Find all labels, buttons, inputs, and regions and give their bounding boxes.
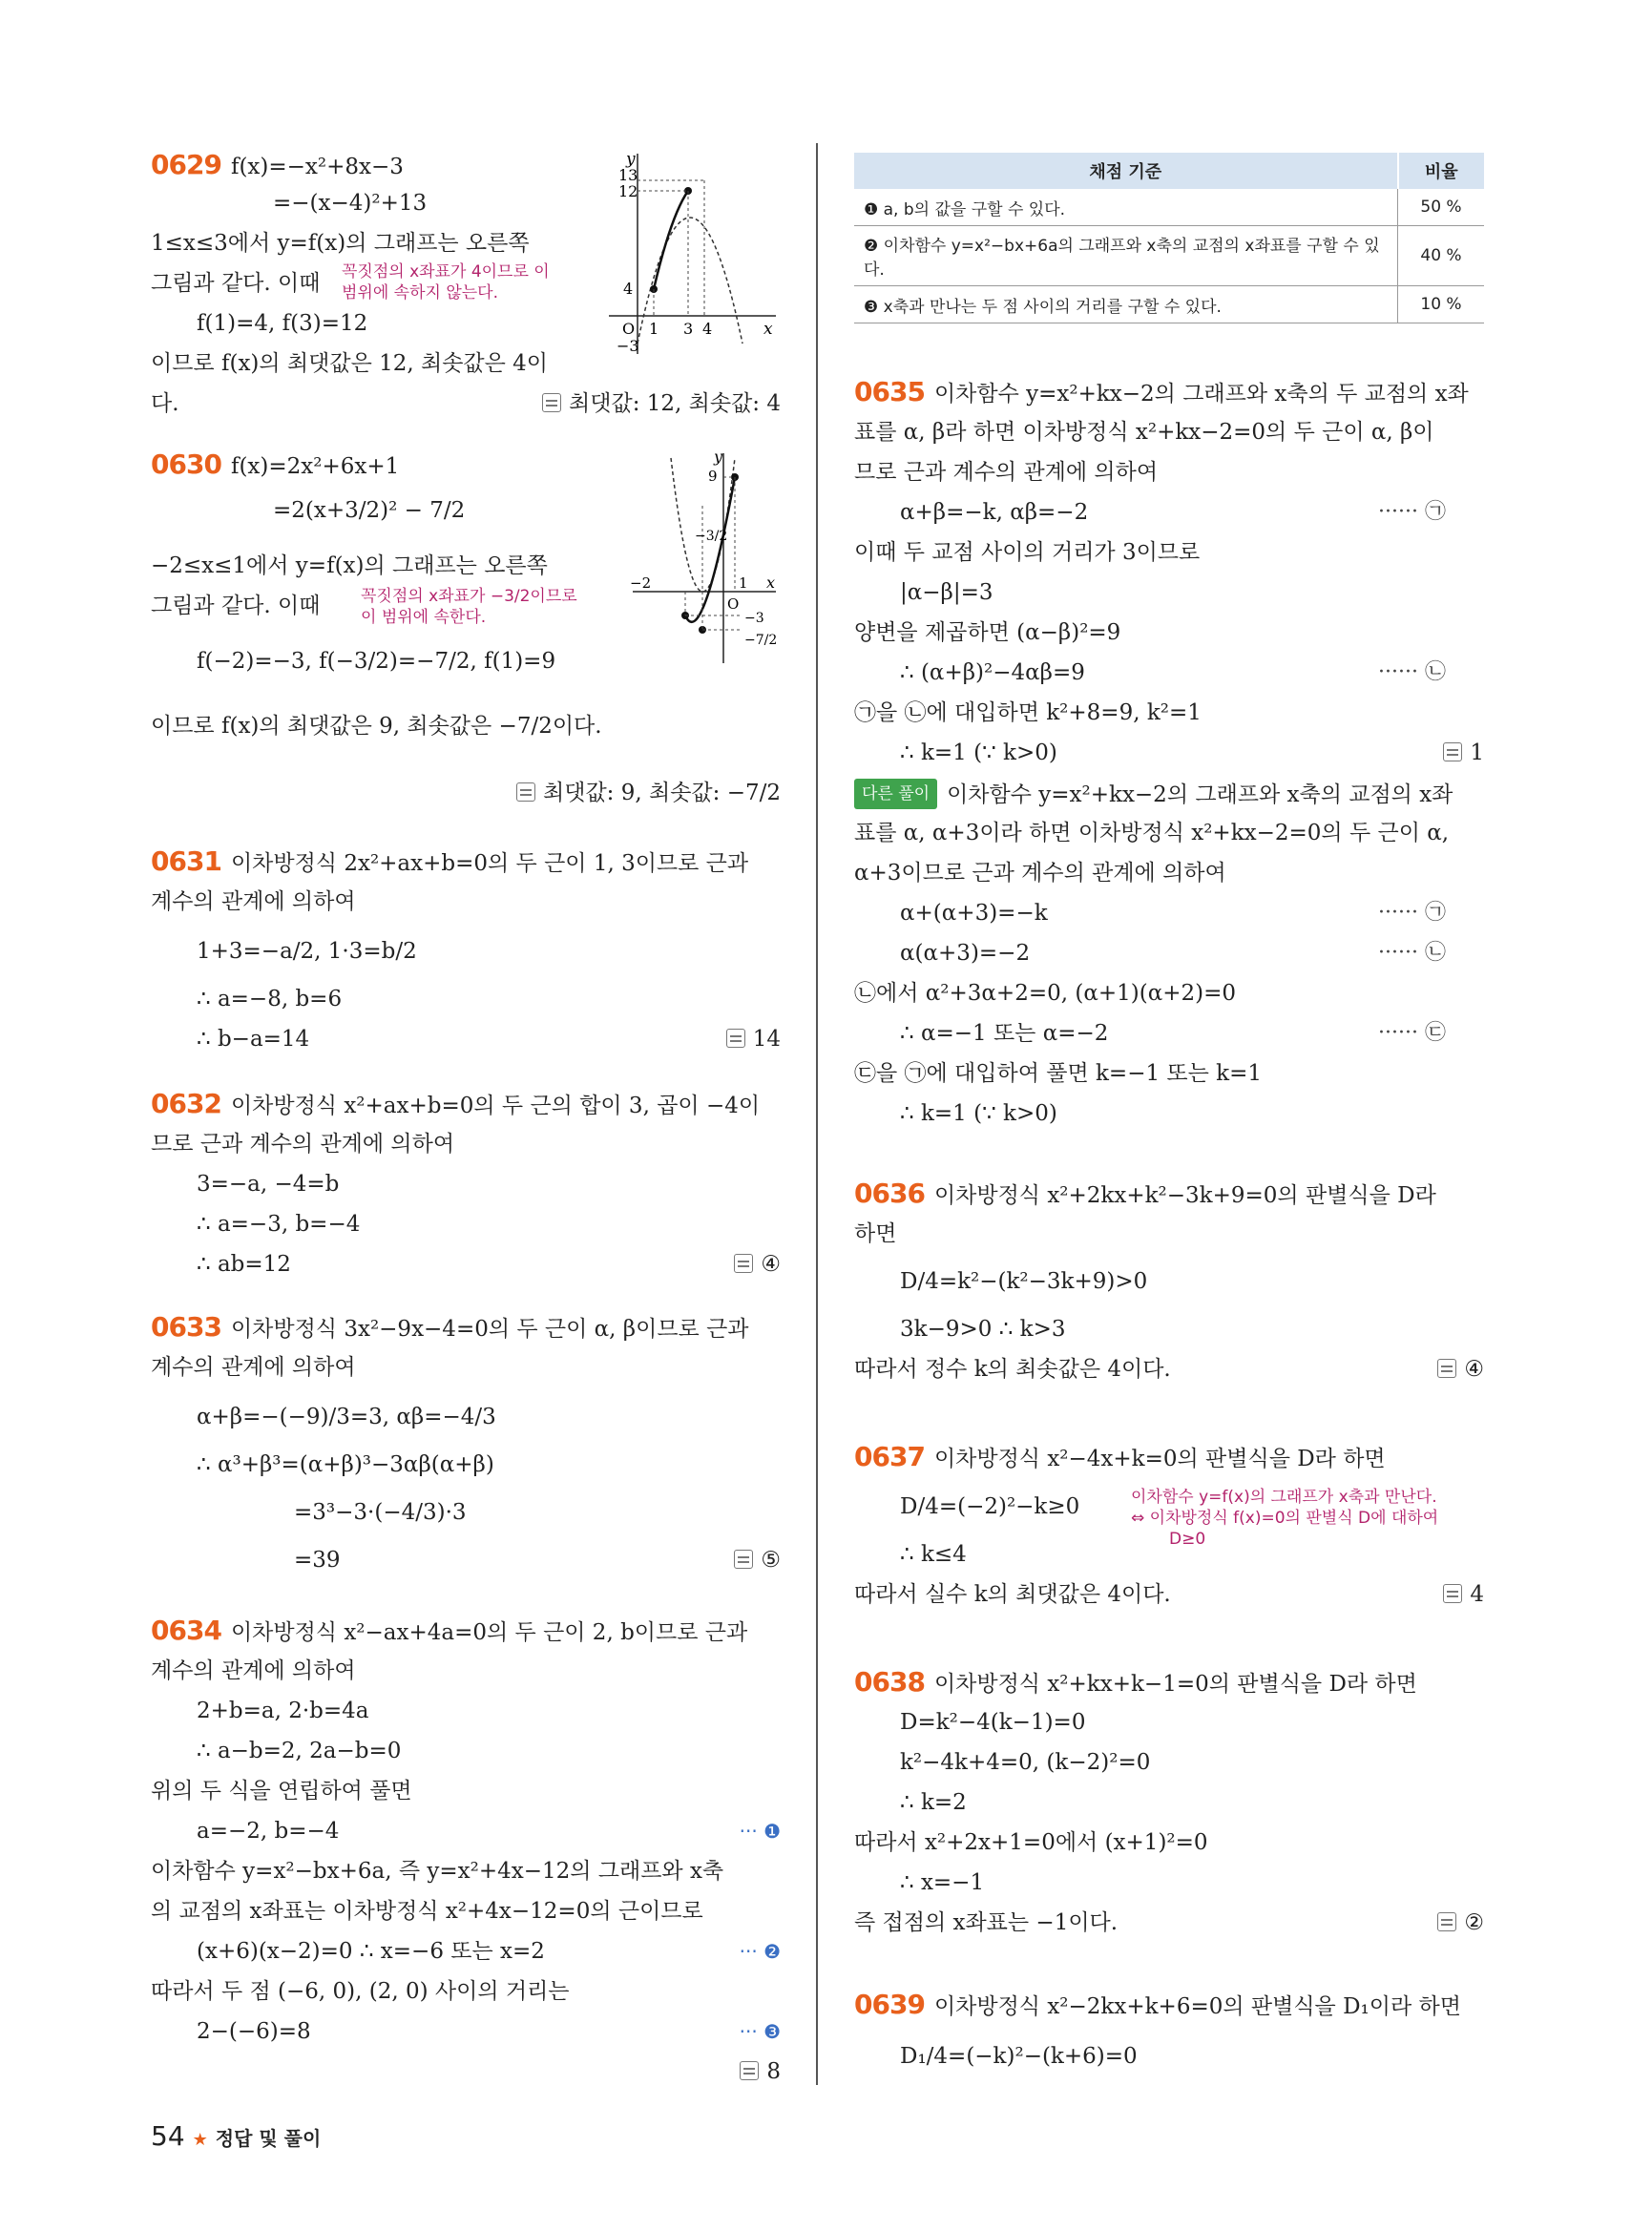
- solution-line: 표를 α, α+3이라 하면 이차방정식 x²+kx−2=0의 두 근이 α,: [854, 821, 1450, 845]
- solution-line: 그림과 같다. 이때: [151, 594, 321, 618]
- solution-line: ∴ ab=12: [197, 1252, 291, 1277]
- tick-label: 3: [683, 320, 694, 338]
- side-note: 꼭짓점의 x좌표가 −3/2이므로: [361, 587, 577, 606]
- solution-line: D/4=(−2)²−k≥0: [900, 1494, 1080, 1519]
- answer-icon: [726, 1029, 745, 1048]
- tick-label: 4: [623, 280, 634, 298]
- problem-number: 0637: [854, 1441, 925, 1472]
- answer-icon: [516, 782, 535, 802]
- side-note: 이 범위에 속한다.: [361, 608, 487, 627]
- solution-line: 이차함수 y=x²+kx−2의 그래프와 x축의 교점의 x좌: [947, 782, 1453, 807]
- solution-line: a=−2, b=−4: [197, 1819, 340, 1844]
- table-row: [854, 189, 1484, 226]
- solution-line: =−(x−4)²+13: [273, 191, 428, 216]
- answer-icon: [1437, 1359, 1456, 1378]
- problem-number: 0634: [151, 1615, 221, 1646]
- graph-0630: [628, 448, 781, 668]
- axis-label-x: x: [763, 320, 773, 339]
- solution-line: 이므로 f(x)의 최댓값은 9, 최솟값은 −7/2이다.: [151, 714, 602, 739]
- axis-label-y: y: [626, 150, 636, 169]
- solution-line: 이차방정식 3x²−9x−4=0의 두 근이 α, β이므로 근과: [230, 1317, 749, 1342]
- problem-number: 0638: [854, 1666, 925, 1698]
- solution-line: 표를 α, β라 하면 이차방정식 x²+kx−2=0의 두 근이 α, β이: [854, 420, 1434, 445]
- footer-label: 정답 및 풀이: [215, 2127, 322, 2150]
- side-note: D≥0: [1169, 1530, 1206, 1549]
- rate-cell: 10 %: [1398, 286, 1485, 323]
- solution-line: ∴ k=1 (∵ k>0): [900, 740, 1057, 765]
- solution-line: ∴ a=−8, b=6: [197, 987, 343, 1011]
- solution-line: |α−β|=3: [900, 580, 993, 605]
- problem-number: 0630: [151, 448, 221, 480]
- rate-cell: 50 %: [1398, 189, 1485, 226]
- answer: [1443, 739, 1484, 767]
- tick-label: −3/2: [695, 529, 728, 544]
- rate-cell: 40 %: [1398, 226, 1485, 286]
- solution-line: D₁/4=(−k)²−(k+6)=0: [900, 2044, 1138, 2069]
- equation-marker: ······ ㉠: [1378, 500, 1446, 524]
- answer-icon: [1437, 1912, 1456, 1931]
- tick-label: 9: [708, 468, 718, 485]
- solution-line: 3=−a, −4=b: [197, 1172, 340, 1197]
- answer: [740, 2057, 781, 2086]
- solution-line: α+3이므로 근과 계수의 관계에 의하여: [854, 861, 1226, 886]
- tick-label: −7/2: [744, 633, 778, 648]
- solution-line: D=k²−4(k−1)=0: [900, 1710, 1086, 1735]
- answer-text: 최댓값: 12, 최솟값: 4: [569, 391, 781, 416]
- step-marker: ··· ❸: [739, 2020, 781, 2043]
- answer: [734, 1546, 781, 1574]
- solution-line: ∴ (α+β)²−4αβ=9: [900, 660, 1085, 685]
- tick-label: O: [727, 595, 740, 613]
- answer-text: 1: [1470, 740, 1484, 765]
- tick-label: −2: [630, 574, 652, 592]
- scoring-table: [854, 153, 1484, 323]
- solution-line: α+(α+3)=−k: [900, 901, 1048, 926]
- problem-number: 0633: [151, 1311, 221, 1343]
- solution-line: f(1)=4, f(3)=12: [197, 311, 368, 336]
- problem-number: 0636: [854, 1178, 925, 1209]
- solution-line: f(x)=2x²+6x+1: [230, 454, 400, 479]
- solution-line: 이차함수 y=x²−bx+6a, 즉 y=x²+4x−12의 그래프와 x축: [151, 1859, 724, 1884]
- tick-label: 4: [702, 320, 713, 338]
- side-note: ⇔ 이차방정식 f(x)=0의 판별식 D에 대하여: [1131, 1509, 1439, 1528]
- solution-line: =39: [294, 1548, 341, 1573]
- problem-number: 0635: [854, 376, 925, 407]
- solution-line: ∴ α=−1 또는 α=−2: [900, 1021, 1109, 1046]
- solution-line: 이차방정식 x²−2kx+k+6=0의 판별식을 D₁이라 하면: [933, 1994, 1461, 2019]
- solution-line: 이차방정식 x²+ax+b=0의 두 근의 합이 3, 곱이 −4이: [230, 1094, 761, 1118]
- answer-text: 8: [766, 2059, 781, 2084]
- solution-line: 2−(−6)=8: [197, 2019, 311, 2044]
- answer: [1437, 1908, 1484, 1937]
- solution-line: D/4=k²−(k²−3k+9)>0: [900, 1269, 1148, 1294]
- solution-line: ∴ k=2: [900, 1790, 967, 1815]
- solution-line: =3³−3·(−4/3)·3: [294, 1500, 467, 1525]
- solution-line: (x+6)(x−2)=0 ∴ x=−6 또는 x=2: [197, 1939, 545, 1964]
- tick-label: 1: [739, 574, 748, 592]
- criterion-cell: ❶ a, b의 값을 구할 수 있다.: [854, 189, 1398, 226]
- solution-line: ∴ a=−3, b=−4: [197, 1212, 361, 1237]
- table-row: [854, 286, 1484, 323]
- solution-line: 이므로 f(x)의 최댓값은 12, 최솟값은 4이: [151, 351, 549, 376]
- solution-line: 계수의 관계에 의하여: [151, 889, 356, 914]
- tick-label: O: [622, 320, 636, 338]
- solution-line: 이차방정식 2x²+ax+b=0의 두 근이 1, 3이므로 근과: [230, 851, 749, 876]
- answer-icon: [734, 1254, 753, 1273]
- answer-text: 4: [1470, 1582, 1484, 1607]
- answer-text: ④: [1464, 1357, 1484, 1382]
- answer-text: ④: [761, 1252, 781, 1277]
- solution-line: ∴ x=−1: [900, 1870, 985, 1895]
- answer-icon: [542, 393, 561, 412]
- solution-line: 이차방정식 x²−4x+k=0의 판별식을 D라 하면: [933, 1447, 1386, 1471]
- solution-line: 므로 근과 계수의 관계에 의하여: [151, 1132, 455, 1157]
- solution-line: 1+3=−a/2, 1·3=b/2: [197, 939, 417, 964]
- answer-text: 14: [752, 1027, 781, 1052]
- answer-text: 최댓값: 9, 최솟값: −7/2: [543, 781, 781, 805]
- graph-0629: [599, 149, 781, 359]
- side-note: 이차함수 y=f(x)의 그래프가 x축과 만난다.: [1131, 1488, 1437, 1507]
- criterion-cell: ❸ x축과 만나는 두 점 사이의 거리를 구할 수 있다.: [854, 286, 1398, 323]
- solution-line: 이때 두 교점 사이의 거리가 3이므로: [854, 540, 1201, 565]
- star-icon: ★: [192, 2130, 208, 2150]
- answer: [1437, 1355, 1484, 1384]
- answer-text: ②: [1464, 1910, 1484, 1935]
- equation-marker: ······ ㉡: [1378, 941, 1446, 965]
- page-number: 54: [151, 2120, 185, 2152]
- solution-line: ㉢을 ㉠에 대입하여 풀면 k=−1 또는 k=1: [854, 1061, 1263, 1086]
- step-marker: ··· ❶: [739, 1820, 781, 1843]
- answer-text: ⑤: [761, 1548, 781, 1573]
- solution-line: 즉 접점의 x좌표는 −1이다.: [854, 1910, 1119, 1935]
- solution-line: ㉠을 ㉡에 대입하면 k²+8=9, k²=1: [854, 700, 1202, 725]
- solution-line: −2≤x≤1에서 y=f(x)의 그래프는 오른쪽: [151, 553, 548, 578]
- solution-line: f(−2)=−3, f(−3/2)=−7/2, f(1)=9: [197, 649, 556, 674]
- solution-line: α+β=−(−9)/3=3, αβ=−4/3: [197, 1405, 496, 1429]
- solution-line: 계수의 관계에 의하여: [151, 1658, 356, 1683]
- problem-number: 0631: [151, 845, 221, 877]
- solution-line: 위의 두 식을 연립하여 풀면: [151, 1779, 412, 1804]
- solution-line: ㉡에서 α²+3α+2=0, (α+1)(α+2)=0: [854, 981, 1237, 1006]
- solution-line: k²−4k+4=0, (k−2)²=0: [900, 1750, 1151, 1775]
- answer: [516, 779, 781, 807]
- solution-line: ∴ k=1 (∵ k>0): [900, 1101, 1057, 1126]
- axis-label-y: y: [714, 448, 723, 466]
- solution-line: 하면: [854, 1221, 897, 1246]
- solution-line: α+β=−k, αβ=−2: [900, 500, 1089, 525]
- tick-label: −3: [617, 337, 639, 355]
- step-marker: ··· ❷: [739, 1940, 781, 1963]
- parabola-segment: [654, 191, 688, 289]
- alt-solution-badge: 다른 풀이: [854, 779, 937, 809]
- answer-icon: [734, 1550, 753, 1569]
- side-note: 꼭짓점의 x좌표가 4이므로 이 범위에 속하지 않는다.: [342, 262, 550, 302]
- solution-line: =2(x+3/2)² − 7/2: [273, 498, 466, 523]
- tick-label: 13: [618, 166, 638, 184]
- column-header: 채점 기준: [854, 153, 1398, 189]
- answer-icon: [1443, 742, 1462, 761]
- answer-icon: [1443, 1584, 1462, 1603]
- page-footer: [151, 2120, 321, 2152]
- solution-line: 따라서 실수 k의 최댓값은 4이다.: [854, 1582, 1171, 1607]
- solution-line: 2+b=a, 2·b=4a: [197, 1699, 369, 1723]
- problem-number: 0632: [151, 1088, 221, 1119]
- solution-line: 따라서 두 점 (−6, 0), (2, 0) 사이의 거리는: [151, 1979, 570, 2004]
- solution-line: 이차함수 y=x²+kx−2의 그래프와 x축의 두 교점의 x좌: [933, 382, 1469, 407]
- equation-marker: ······ ㉠: [1378, 901, 1446, 925]
- axis-label-x: x: [766, 573, 776, 592]
- criterion-cell: ❷ 이차함수 y=x²−bx+6a의 그래프와 x축의 교점의 x좌표를 구할 수 있다.: [854, 226, 1398, 286]
- column-header: 비율: [1398, 153, 1485, 189]
- problem-number: 0629: [151, 149, 221, 180]
- solution-line: 3k−9>0 ∴ k>3: [900, 1317, 1066, 1342]
- solution-line: ∴ b−a=14: [197, 1027, 310, 1052]
- problem-number: 0639: [854, 1989, 925, 2020]
- tick-label: −3: [744, 611, 764, 626]
- solution-line: 므로 근과 계수의 관계에 의하여: [854, 460, 1159, 485]
- solution-line: 이차방정식 x²+kx+k−1=0의 판별식을 D라 하면: [933, 1672, 1417, 1697]
- solution-line: 이차방정식 x²+2kx+k²−3k+9=0의 판별식을 D라: [933, 1183, 1436, 1208]
- solution-line: 양변을 제곱하면 (α−β)²=9: [854, 620, 1121, 645]
- tick-label: 1: [649, 320, 659, 338]
- answer-icon: [740, 2061, 759, 2080]
- equation-marker: ······ ㉢: [1378, 1021, 1446, 1045]
- solution-line: 의 교점의 x좌표는 이차방정식 x²+4x−12=0의 근이므로: [151, 1899, 703, 1924]
- equation-marker: ······ ㉡: [1378, 660, 1446, 684]
- solution-line: ∴ α³+β³=(α+β)³−3αβ(α+β): [197, 1452, 494, 1477]
- answer: [734, 1250, 781, 1279]
- solution-line: 계수의 관계에 의하여: [151, 1355, 356, 1380]
- answer: [726, 1025, 781, 1053]
- table-row: [854, 226, 1484, 286]
- table-header: [854, 153, 1484, 189]
- solution-line: f(x)=−x²+8x−3: [230, 155, 404, 179]
- solution-line: 따라서 정수 k의 최솟값은 4이다.: [854, 1357, 1171, 1382]
- column-divider: [816, 143, 818, 2085]
- solution-line: ∴ k≤4: [900, 1542, 967, 1567]
- tick-label: 12: [618, 182, 638, 200]
- solution-line: 이차방정식 x²−ax+4a=0의 두 근이 2, b이므로 근과: [230, 1620, 748, 1645]
- answer: [542, 389, 781, 418]
- solution-line: 1≤x≤3에서 y=f(x)의 그래프는 오른쪽: [151, 231, 530, 256]
- answer: [1443, 1580, 1484, 1609]
- solution-line: α(α+3)=−2: [900, 941, 1031, 966]
- solution-line: 그림과 같다. 이때: [151, 271, 321, 296]
- solution-line: 따라서 x²+2x+1=0에서 (x+1)²=0: [854, 1830, 1208, 1855]
- solution-line: 다.: [151, 391, 179, 416]
- solution-line: ∴ a−b=2, 2a−b=0: [197, 1739, 402, 1763]
